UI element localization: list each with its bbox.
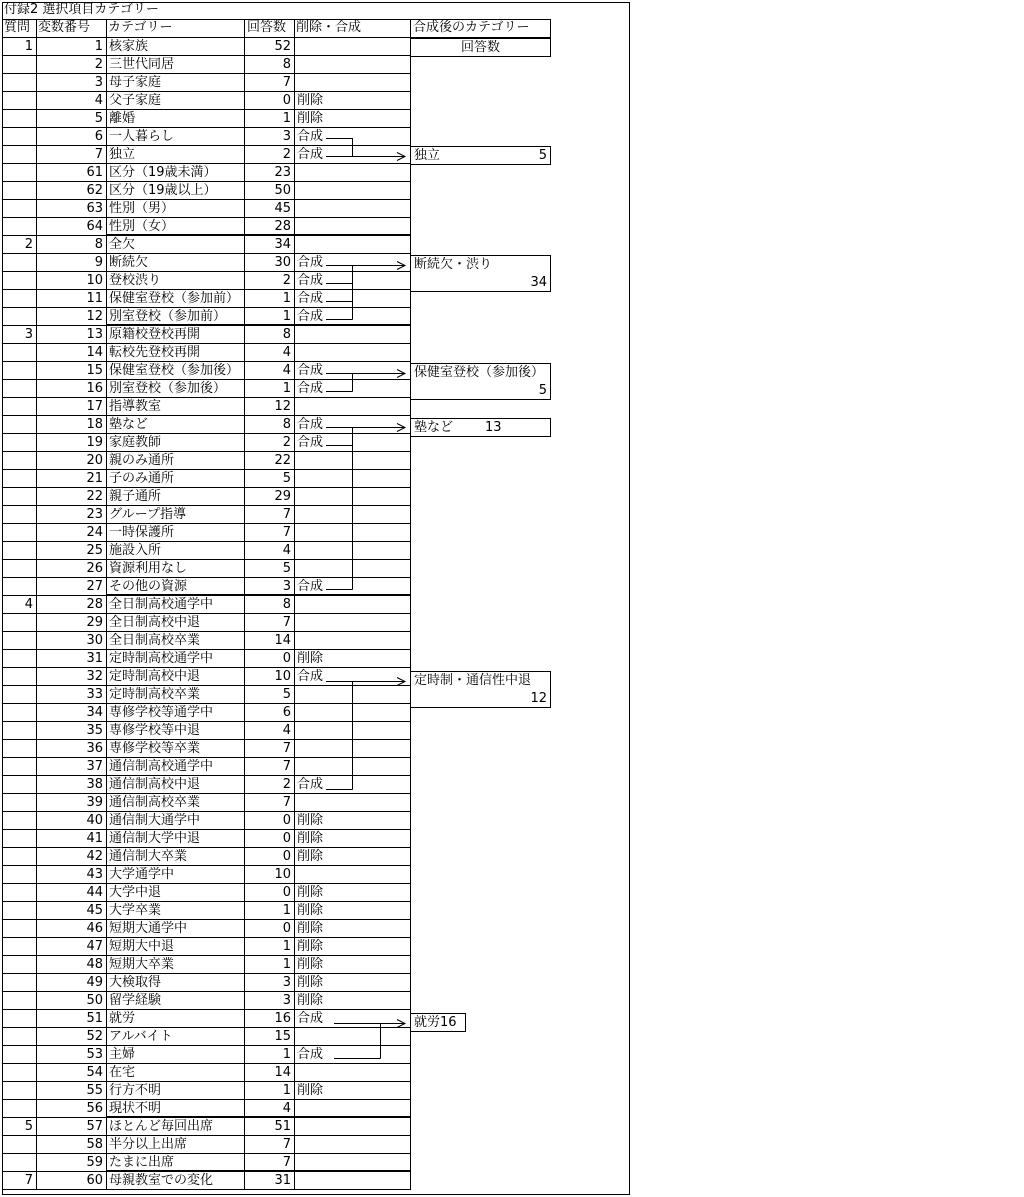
merged-label-danzoku: 断続欠・渋り bbox=[414, 257, 493, 272]
category-cell: 短期大卒業 bbox=[109, 957, 175, 972]
category-cell: 区分（19歳以上） bbox=[109, 183, 217, 198]
variable-number-cell: 1 bbox=[94, 39, 103, 54]
count-cell: 0 bbox=[282, 831, 291, 846]
variable-number-cell: 20 bbox=[86, 453, 103, 468]
count-cell: 5 bbox=[282, 471, 291, 486]
category-cell: 主婦 bbox=[109, 1047, 136, 1062]
variable-number-cell: 47 bbox=[86, 939, 103, 954]
count-cell: 45 bbox=[274, 201, 291, 216]
count-cell: 1 bbox=[282, 903, 291, 918]
variable-number-cell: 5 bbox=[94, 111, 103, 126]
count-cell: 1 bbox=[282, 1083, 291, 1098]
variable-number-cell: 4 bbox=[94, 93, 103, 108]
category-cell: 全日制高校中退 bbox=[109, 615, 201, 630]
count-cell: 7 bbox=[282, 507, 291, 522]
action-cell: 合成 bbox=[297, 129, 324, 144]
category-cell: 登校渋り bbox=[109, 273, 162, 288]
variable-number-cell: 17 bbox=[86, 399, 103, 414]
count-cell: 50 bbox=[274, 183, 291, 198]
category-cell: 大学通学中 bbox=[109, 867, 175, 882]
count-cell: 0 bbox=[282, 849, 291, 864]
action-cell: 合成 bbox=[297, 1011, 324, 1026]
category-cell: 性別（女） bbox=[109, 219, 175, 234]
category-cell: 就労 bbox=[109, 1011, 136, 1026]
count-cell: 16 bbox=[274, 1011, 291, 1026]
count-cell: 0 bbox=[282, 813, 291, 828]
category-cell: 三世代同居 bbox=[109, 57, 175, 72]
category-cell: 行方不明 bbox=[109, 1083, 162, 1098]
action-cell: 合成 bbox=[297, 669, 324, 684]
variable-number-cell: 54 bbox=[86, 1065, 103, 1080]
variable-number-cell: 45 bbox=[86, 903, 103, 918]
category-cell: 塾など bbox=[109, 417, 149, 432]
count-cell: 2 bbox=[282, 147, 291, 162]
category-cell: 通信制大通学中 bbox=[109, 813, 201, 828]
action-cell: 削除 bbox=[297, 93, 324, 108]
variable-number-cell: 53 bbox=[86, 1047, 103, 1062]
category-cell: 通信制大学中退 bbox=[109, 831, 201, 846]
count-cell: 5 bbox=[282, 687, 291, 702]
action-cell: 削除 bbox=[297, 921, 324, 936]
category-cell: 留学経験 bbox=[109, 993, 162, 1008]
variable-number-cell: 57 bbox=[86, 1119, 103, 1134]
category-cell: 定時制高校通学中 bbox=[109, 651, 214, 666]
count-cell: 8 bbox=[282, 57, 291, 72]
count-cell: 52 bbox=[274, 39, 291, 54]
action-cell: 削除 bbox=[297, 885, 324, 900]
action-cell: 合成 bbox=[297, 363, 324, 378]
count-cell: 1 bbox=[282, 291, 291, 306]
category-cell: 施設入所 bbox=[109, 543, 162, 558]
count-cell: 7 bbox=[282, 75, 291, 90]
variable-number-cell: 60 bbox=[86, 1173, 103, 1188]
count-cell: 8 bbox=[282, 327, 291, 342]
variable-number-cell: 9 bbox=[94, 255, 103, 270]
variable-number-cell: 40 bbox=[86, 813, 103, 828]
count-cell: 0 bbox=[282, 93, 291, 108]
variable-number-cell: 38 bbox=[86, 777, 103, 792]
question-number-cell: 5 bbox=[24, 1119, 33, 1134]
variable-number-cell: 28 bbox=[86, 597, 103, 612]
variable-number-cell: 62 bbox=[86, 183, 103, 198]
action-cell: 合成 bbox=[297, 435, 324, 450]
connector-shuro bbox=[334, 1024, 405, 1059]
count-cell: 8 bbox=[282, 417, 291, 432]
header-category: カテゴリー bbox=[108, 20, 173, 35]
category-cell: 全日制高校卒業 bbox=[109, 633, 201, 648]
count-cell: 0 bbox=[282, 651, 291, 666]
variable-number-cell: 26 bbox=[86, 561, 103, 576]
variable-number-cell: 55 bbox=[86, 1083, 103, 1098]
category-cell: 別室登校（参加後） bbox=[109, 381, 227, 396]
category-cell: 専修学校等卒業 bbox=[109, 741, 201, 756]
count-cell: 0 bbox=[282, 921, 291, 936]
action-cell: 削除 bbox=[297, 651, 324, 666]
header-merged-category: 合成後のカテゴリー bbox=[413, 20, 530, 35]
action-cell: 合成 bbox=[297, 579, 324, 594]
connector-dokuritsu bbox=[326, 139, 405, 157]
variable-number-cell: 3 bbox=[94, 75, 103, 90]
count-cell: 7 bbox=[282, 525, 291, 540]
category-cell: 定時制高校卒業 bbox=[109, 687, 201, 702]
category-cell: 大検取得 bbox=[109, 975, 162, 990]
category-cell: 短期大通学中 bbox=[109, 921, 188, 936]
count-cell: 1 bbox=[282, 381, 291, 396]
count-cell: 4 bbox=[282, 543, 291, 558]
variable-number-cell: 19 bbox=[86, 435, 103, 450]
variable-number-cell: 63 bbox=[86, 201, 103, 216]
category-cell: 半分以上出席 bbox=[109, 1137, 188, 1152]
action-cell: 削除 bbox=[297, 1083, 324, 1098]
category-cell: 親のみ通所 bbox=[109, 453, 175, 468]
variable-number-cell: 23 bbox=[86, 507, 103, 522]
action-cell: 合成 bbox=[297, 381, 324, 396]
variable-number-cell: 41 bbox=[86, 831, 103, 846]
sheet-title: 付録2 選択項目カテゴリー bbox=[4, 2, 159, 17]
count-cell: 22 bbox=[274, 453, 291, 468]
category-cell: 専修学校等通学中 bbox=[109, 705, 214, 720]
count-cell: 1 bbox=[282, 957, 291, 972]
category-cell: 保健室登校（参加後） bbox=[109, 363, 240, 378]
category-cell: 核家族 bbox=[109, 39, 149, 54]
count-cell: 4 bbox=[282, 723, 291, 738]
variable-number-cell: 64 bbox=[86, 219, 103, 234]
connector-danzoku bbox=[326, 266, 405, 320]
variable-number-cell: 35 bbox=[86, 723, 103, 738]
header-action: 削除・合成 bbox=[296, 20, 362, 35]
category-cell: 独立 bbox=[109, 147, 136, 162]
category-cell: 通信制高校中退 bbox=[109, 777, 201, 792]
category-cell: 原籍校登校再開 bbox=[109, 327, 201, 342]
action-cell: 削除 bbox=[297, 831, 324, 846]
connector-hoken bbox=[326, 374, 405, 392]
variable-number-cell: 7 bbox=[94, 147, 103, 162]
category-cell: その他の資源 bbox=[109, 579, 188, 594]
category-cell: 通信制高校卒業 bbox=[109, 795, 201, 810]
variable-number-cell: 61 bbox=[86, 165, 103, 180]
variable-number-cell: 46 bbox=[86, 921, 103, 936]
variable-number-cell: 24 bbox=[86, 525, 103, 540]
category-cell: 全欠 bbox=[109, 237, 136, 252]
category-cell: 全日制高校通学中 bbox=[109, 597, 214, 612]
variable-number-cell: 44 bbox=[86, 885, 103, 900]
category-cell: 区分（19歳未満） bbox=[109, 165, 217, 180]
category-cell: 定時制高校中退 bbox=[109, 669, 201, 684]
action-cell: 削除 bbox=[297, 975, 324, 990]
count-cell: 1 bbox=[282, 939, 291, 954]
question-number-cell: 1 bbox=[24, 39, 33, 54]
action-cell: 削除 bbox=[297, 813, 324, 828]
variable-number-cell: 30 bbox=[86, 633, 103, 648]
count-cell: 7 bbox=[282, 759, 291, 774]
header-variable: 変数番号 bbox=[38, 20, 91, 35]
category-cell: グループ指導 bbox=[109, 507, 186, 522]
count-cell: 23 bbox=[274, 165, 291, 180]
category-cell: 現状不明 bbox=[109, 1101, 162, 1116]
count-cell: 5 bbox=[282, 561, 291, 576]
count-cell: 3 bbox=[282, 993, 291, 1008]
count-cell: 14 bbox=[274, 633, 291, 648]
connector-teiji bbox=[326, 682, 405, 790]
merged-count-danzoku: 34 bbox=[530, 275, 547, 290]
connector-juku bbox=[326, 428, 405, 590]
header-question: 質問 bbox=[4, 20, 31, 35]
category-cell: 通信制大卒業 bbox=[109, 849, 188, 864]
category-cell: 家庭教師 bbox=[109, 435, 162, 450]
category-cell: 離婚 bbox=[109, 111, 136, 126]
action-cell: 削除 bbox=[297, 903, 324, 918]
variable-number-cell: 29 bbox=[86, 615, 103, 630]
count-cell: 2 bbox=[282, 777, 291, 792]
merged-count-hoken: 5 bbox=[538, 383, 547, 398]
action-cell: 合成 bbox=[297, 255, 324, 270]
category-cell: 資源利用なし bbox=[109, 561, 188, 576]
category-cell: 父子家庭 bbox=[109, 93, 162, 108]
merged-count-juku: 13 bbox=[485, 420, 502, 435]
action-cell: 削除 bbox=[297, 993, 324, 1008]
question-number-cell: 3 bbox=[24, 327, 33, 342]
variable-number-cell: 14 bbox=[86, 345, 103, 360]
variable-number-cell: 13 bbox=[86, 327, 103, 342]
question-number-cell: 4 bbox=[24, 597, 33, 612]
category-cell: 一時保護所 bbox=[109, 525, 175, 540]
variable-number-cell: 43 bbox=[86, 867, 103, 882]
count-cell: 7 bbox=[282, 1155, 291, 1170]
variable-number-cell: 15 bbox=[86, 363, 103, 378]
question-number-cell: 2 bbox=[24, 237, 33, 252]
variable-number-cell: 16 bbox=[86, 381, 103, 396]
count-cell: 1 bbox=[282, 309, 291, 324]
variable-number-cell: 32 bbox=[86, 669, 103, 684]
category-cell: 在宅 bbox=[109, 1065, 136, 1080]
merged-count-teiji: 12 bbox=[530, 691, 547, 706]
action-cell: 削除 bbox=[297, 957, 324, 972]
merged-label-shuro: 就労16 bbox=[414, 1015, 457, 1030]
variable-number-cell: 34 bbox=[86, 705, 103, 720]
category-cell: 転校先登校再開 bbox=[109, 345, 201, 360]
count-cell: 4 bbox=[282, 1101, 291, 1116]
count-cell: 7 bbox=[282, 795, 291, 810]
variable-number-cell: 12 bbox=[86, 309, 103, 324]
count-cell: 7 bbox=[282, 1137, 291, 1152]
variable-number-cell: 22 bbox=[86, 489, 103, 504]
count-cell: 0 bbox=[282, 885, 291, 900]
category-cell: 大学中退 bbox=[109, 885, 162, 900]
merged-count-header: 回答数 bbox=[460, 40, 500, 55]
action-cell: 削除 bbox=[297, 849, 324, 864]
variable-number-cell: 39 bbox=[86, 795, 103, 810]
variable-number-cell: 58 bbox=[86, 1137, 103, 1152]
action-cell: 削除 bbox=[297, 939, 324, 954]
variable-number-cell: 6 bbox=[94, 129, 103, 144]
count-cell: 7 bbox=[282, 741, 291, 756]
variable-number-cell: 2 bbox=[94, 57, 103, 72]
count-cell: 6 bbox=[282, 705, 291, 720]
count-cell: 7 bbox=[282, 615, 291, 630]
category-cell: 通信制高校通学中 bbox=[109, 759, 214, 774]
variable-number-cell: 51 bbox=[86, 1011, 103, 1026]
variable-number-cell: 48 bbox=[86, 957, 103, 972]
header-count: 回答数 bbox=[247, 20, 287, 35]
category-cell: 大学卒業 bbox=[109, 903, 162, 918]
count-cell: 3 bbox=[282, 129, 291, 144]
category-cell: 性別（男） bbox=[109, 201, 175, 216]
category-cell: 親子通所 bbox=[109, 489, 162, 504]
count-cell: 4 bbox=[282, 345, 291, 360]
count-cell: 12 bbox=[274, 399, 291, 414]
variable-number-cell: 36 bbox=[86, 741, 103, 756]
action-cell: 合成 bbox=[297, 309, 324, 324]
action-cell: 合成 bbox=[297, 1047, 324, 1062]
variable-number-cell: 27 bbox=[86, 579, 103, 594]
count-cell: 2 bbox=[282, 435, 291, 450]
action-cell: 合成 bbox=[297, 777, 324, 792]
merged-label-juku: 塾など bbox=[414, 420, 454, 435]
variable-number-cell: 50 bbox=[86, 993, 103, 1008]
variable-number-cell: 18 bbox=[86, 417, 103, 432]
count-cell: 3 bbox=[282, 975, 291, 990]
action-cell: 合成 bbox=[297, 417, 324, 432]
category-cell: 母子家庭 bbox=[109, 75, 162, 90]
action-cell: 合成 bbox=[297, 147, 324, 162]
category-cell: 専修学校等中退 bbox=[109, 723, 201, 738]
count-cell: 31 bbox=[274, 1173, 291, 1188]
variable-number-cell: 31 bbox=[86, 651, 103, 666]
variable-number-cell: 33 bbox=[86, 687, 103, 702]
category-cell: 子のみ通所 bbox=[109, 471, 175, 486]
count-cell: 2 bbox=[282, 273, 291, 288]
category-cell: 短期大中退 bbox=[109, 939, 175, 954]
variable-number-cell: 25 bbox=[86, 543, 103, 558]
action-cell: 削除 bbox=[297, 111, 324, 126]
count-cell: 15 bbox=[274, 1029, 291, 1044]
variable-number-cell: 37 bbox=[86, 759, 103, 774]
category-cell: たまに出席 bbox=[109, 1155, 175, 1170]
count-cell: 10 bbox=[274, 669, 291, 684]
action-cell: 合成 bbox=[297, 291, 324, 306]
count-cell: 8 bbox=[282, 597, 291, 612]
count-cell: 4 bbox=[282, 363, 291, 378]
count-cell: 28 bbox=[274, 219, 291, 234]
category-cell: ほとんど毎回出席 bbox=[109, 1119, 214, 1134]
variable-number-cell: 21 bbox=[86, 471, 103, 486]
category-cell: 一人暮らし bbox=[109, 129, 175, 144]
variable-number-cell: 8 bbox=[94, 237, 103, 252]
merged-count-dokuritsu: 5 bbox=[538, 148, 547, 163]
category-cell: 別室登校（参加前） bbox=[109, 309, 227, 324]
variable-number-cell: 49 bbox=[86, 975, 103, 990]
variable-number-cell: 52 bbox=[86, 1029, 103, 1044]
count-cell: 1 bbox=[282, 1047, 291, 1062]
category-cell: 母親教室での変化 bbox=[109, 1173, 214, 1188]
variable-number-cell: 11 bbox=[86, 291, 103, 306]
count-cell: 14 bbox=[274, 1065, 291, 1080]
count-cell: 30 bbox=[274, 255, 291, 270]
category-cell: 指導教室 bbox=[109, 399, 162, 414]
merged-label-teiji: 定時制・通信性中退 bbox=[414, 673, 532, 688]
count-cell: 34 bbox=[274, 237, 291, 252]
category-cell: 保健室登校（参加前） bbox=[109, 291, 240, 306]
count-cell: 3 bbox=[282, 579, 291, 594]
category-cell: 断続欠 bbox=[109, 255, 149, 270]
category-cell: アルバイト bbox=[109, 1029, 173, 1044]
variable-number-cell: 10 bbox=[86, 273, 103, 288]
count-cell: 10 bbox=[274, 867, 291, 882]
question-number-cell: 7 bbox=[24, 1173, 33, 1188]
count-cell: 1 bbox=[282, 111, 291, 126]
action-cell: 合成 bbox=[297, 273, 324, 288]
count-cell: 29 bbox=[274, 489, 291, 504]
variable-number-cell: 56 bbox=[86, 1101, 103, 1116]
merged-label-dokuritsu: 独立 bbox=[414, 148, 441, 163]
variable-number-cell: 42 bbox=[86, 849, 103, 864]
variable-number-cell: 59 bbox=[86, 1155, 103, 1170]
count-cell: 51 bbox=[274, 1119, 291, 1134]
merged-label-hoken: 保健室登校（参加後） bbox=[414, 365, 545, 380]
